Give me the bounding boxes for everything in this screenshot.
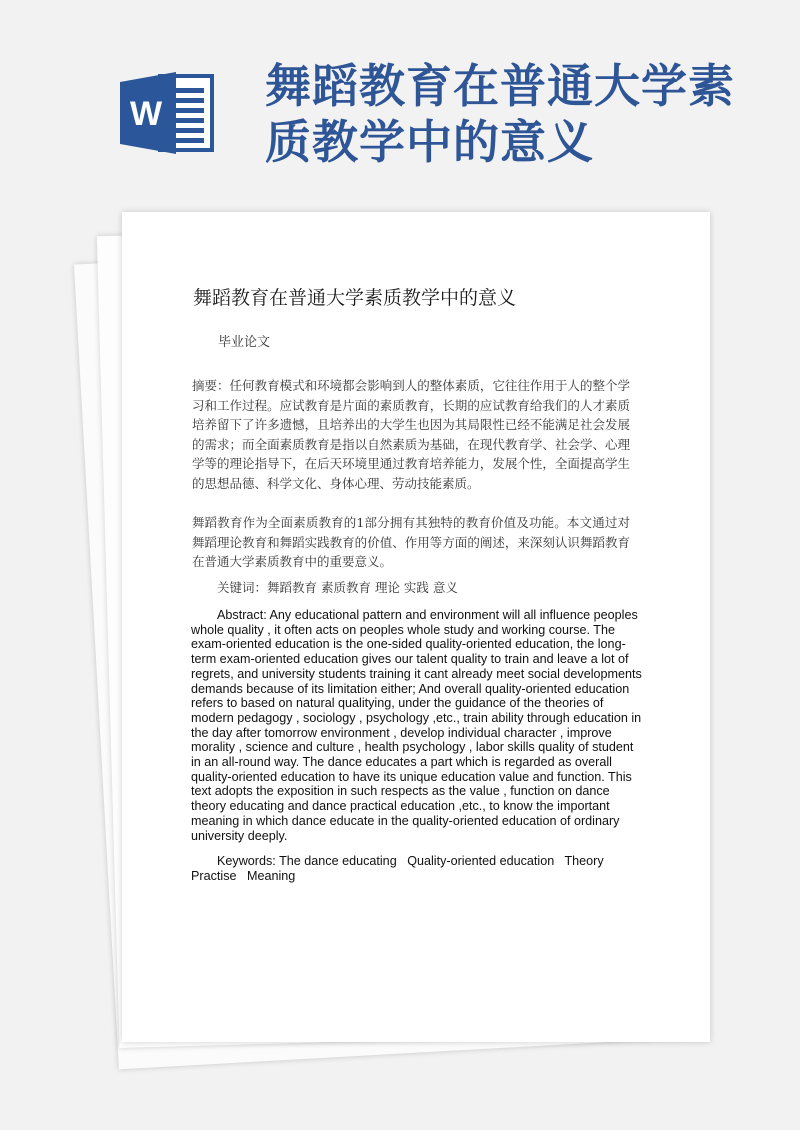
abstract-chinese: 摘要：任何教育模式和环境都会影响到人的整体素质，它往往作用于人的整个学习和工作过程。应试教育是片面的素质教育，长期的应试教育给我们的人才素质培养留下了许多遗憾，且培养出的大学生也因为其局限性已经不能满足社会发展的需求；而全面素质教育是指以自然素质为基础，在现代教育学、社会学、心理学等的理论指导下，在后天环境里通过教育培养能力，发展个性，全面提高学生的思想品德、科学文化、身体心理、劳动技能素质。 [192, 378, 630, 491]
keywords-english: Keywords: The dance educating Quality-oriented education Theory Practise Meaning [191, 854, 608, 883]
paragraph-chinese: 舞蹈教育作为全面素质教育的1部分拥有其独特的教育价值及功能。本文通过对舞蹈理论教育和舞蹈实践教育的价值、作用等方面的阐述，来深刻认识舞蹈教育在普通大学素质教育中的重要意义。 [192, 515, 630, 569]
document-title: 舞蹈教育在普通大学素质教学中的意义 [193, 287, 517, 309]
word-logo-letter: W [129, 95, 163, 133]
word-document-icon [118, 68, 218, 158]
document-subtitle: 毕业论文 [218, 335, 271, 350]
page-title: 舞蹈教育在普通大学素质教学中的意义 [265, 59, 735, 169]
keywords-chinese: 关键词：舞蹈教育 素质教育 理论 实践 意义 [217, 580, 458, 595]
abstract-english: Abstract: Any educational pattern and environment will all influence peoples whole quality , it often acts on peoples whole study and working course. The exam-oriented education is the one-sided quality-oriented education, the long-term exam-oriented education gives our talent quality to train and leave a lot of regrets, and university students training it cant already meet social developments demands because of its limitation either; And overall quality-oriented education refers to based on natural qualitying, under the guidance of the theories of modern pedagogy , sociology , psychology ,etc., train ability through education in the day after tomorrow environment , develop individual character , improve morality , science and culture , health psychology , labor skills quality of student in an all-round way. The dance educates a part which is regarded as overall quality-oriented education to have its unique education value and function. This text adopts the exposition in such respects as the value , function on dance theory educating and dance practical education ,etc., to know the important meaning in which dance educate in the quality-oriented education of ordinary university deeply. [191, 608, 642, 843]
